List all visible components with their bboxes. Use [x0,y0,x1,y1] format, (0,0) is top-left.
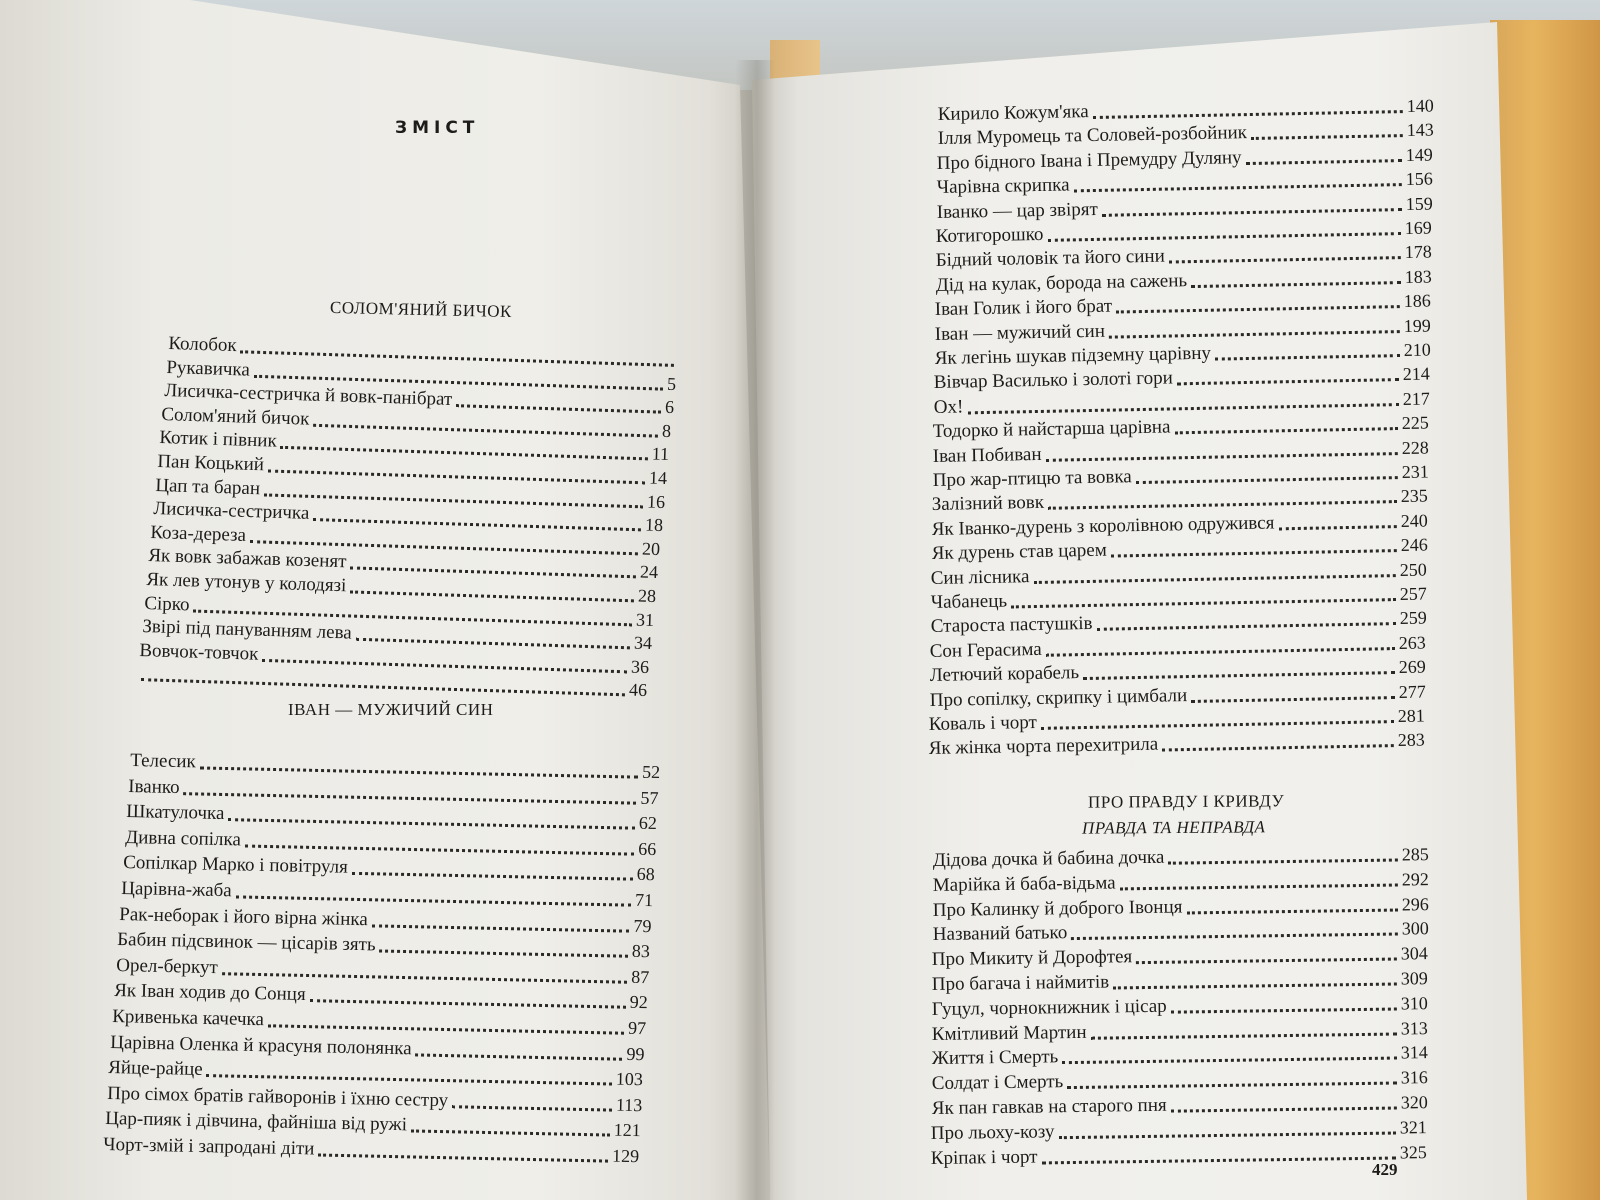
toc-entry-page: 5 [666,373,677,394]
toc-entry-page: 309 [1400,968,1429,989]
toc-entry-page: 250 [1399,559,1428,580]
dot-leader [352,871,633,881]
toc-entry-page: 314 [1400,1042,1428,1063]
toc-entry-title: Іванко — цар звірят [936,198,1098,223]
toc-entry-page: 14 [648,467,668,489]
toc-entry-page: 57 [640,787,659,808]
toc-entry-page: 210 [1403,339,1431,360]
toc-entry-title: Гуцул, чорнокнижник і цісар [931,995,1167,1020]
toc-entry-page: 99 [626,1043,645,1064]
toc-entry-page: 11 [651,443,670,465]
toc-entry-title: Коза-дереза [150,521,247,546]
dot-leader [1071,932,1398,941]
toc-entry-title: Про сімох братів гайворонів і їхню сестру [106,1082,448,1111]
toc-entry-title: Чарівна скрипка [936,174,1070,199]
dot-leader [1278,524,1396,530]
toc-entry-title: Залізний вовк [931,492,1045,516]
dot-leader [1136,475,1398,484]
dot-leader [1246,158,1402,165]
toc-entry-page: 68 [636,864,655,885]
toc-entry-title: Іван Побиван [932,443,1042,467]
toc-entry-page: 156 [1405,168,1433,190]
toc-entry-title: Бідний чоловік та його сини [935,245,1165,272]
dot-leader [1096,621,1395,631]
toc-entry-page: 92 [629,992,648,1013]
toc-entry-title: Названий батько [932,922,1067,946]
toc-entry-title: Солдат і Смерть [931,1071,1064,1095]
toc-entry-page: 186 [1403,290,1432,312]
dot-leader [1113,982,1397,990]
toc-entry-title: Рукавичка [165,356,250,381]
dot-leader [1162,743,1394,751]
toc-entry-title: Царівна-жаба [121,878,232,902]
dot-leader [1137,957,1398,965]
toc-entry-title: Як пан гавкав на старого пня [931,1094,1167,1120]
dot-leader [1191,695,1395,703]
dot-leader [1093,109,1403,119]
toc-entry-page: 199 [1403,315,1431,336]
toc-entry-page: 225 [1401,412,1430,434]
toc-entry-page: 20 [642,538,661,559]
toc-entry-title: Іван Голик і його брат [934,295,1113,321]
toc-entry-page: 24 [639,561,659,583]
dot-leader [1171,1006,1397,1013]
toc-entry-page: 316 [1400,1067,1428,1088]
toc-entry-title: Як Іванко-дурень з королівною одружився [931,512,1275,540]
toc-entry-title: Рак-неборак і його вірна жінка [119,903,369,930]
toc-entry-page: 83 [632,940,651,962]
dot-leader [1177,377,1399,385]
toc-entry-title: Як вовк забажав козенят [148,545,347,573]
toc-entry-page: 320 [1400,1092,1428,1113]
toc-entry-page: 310 [1400,992,1429,1014]
toc-entry-title: Солом'яний бичок [161,403,311,430]
contents-title: ЗМІСТ [395,118,480,138]
dot-leader [1074,182,1402,192]
toc-entry-page: 87 [630,966,650,987]
dot-leader [1116,304,1400,313]
dot-leader [1034,573,1396,584]
dot-leader [1042,1155,1396,1164]
toc-entry-title: Колобок [168,333,238,357]
dot-leader [1214,353,1399,361]
dot-leader [1067,1081,1397,1090]
toc-entry-page: 121 [613,1120,641,1141]
toc-entry-page: 281 [1397,705,1426,726]
toc-entry-page: 113 [615,1094,643,1116]
dot-leader [1046,646,1395,657]
dot-leader [1101,207,1401,217]
toc-entry-page: 257 [1399,583,1427,604]
toc-entry-page: 283 [1397,729,1425,751]
dot-leader [452,1104,612,1111]
toc-entry-title: Як дурень став царем [931,539,1107,565]
toc-entry-page: 269 [1398,656,1426,678]
toc-entry-title: Дивна сопілка [124,826,241,851]
toc-entry-page: 149 [1405,144,1434,165]
toc-entry-title: Життя і Смерть [931,1046,1059,1070]
dot-leader [1251,133,1403,140]
toc-entry-page: 16 [646,491,666,512]
toc-entry-page: 6 [664,396,675,418]
toc-entry-page: 52 [641,761,661,783]
toc-entry-page: 259 [1399,607,1427,629]
dot-leader [1109,329,1400,339]
toc-entry-title: Царівна Оленка й красуня полонянка [110,1031,413,1059]
dot-leader [1111,548,1397,557]
dot-leader [1168,858,1398,865]
toc-entry-page: 28 [637,585,657,607]
toc-entry-title: Вовчок-товчок [139,639,260,665]
toc-entry-page: 183 [1404,266,1432,287]
toc-entry-title: Як лев утонув у колодязі [146,569,347,597]
toc-entry-title: Син лісника [930,565,1030,589]
toc-entry-title: Про Микиту й Дорофтея [932,946,1133,971]
toc-entry-title: Сон Герасима [929,638,1043,662]
dot-leader [1169,255,1401,263]
toc-entry-title: Пан Коцький [157,451,265,476]
toc-entry-page: 103 [616,1068,644,1090]
toc-entry-title: Про бідного Івана і Премудру Дуляну [936,146,1243,174]
toc-entry-page: 178 [1404,241,1432,263]
toc-entry-title: Тодорко й найстарша царівна [933,416,1172,443]
toc-entry-title: Цар-пияк і дівчина, файніша від ружі [104,1108,408,1136]
dot-leader [1091,1031,1397,1039]
toc-entry-title: Яйце-райце [108,1057,204,1081]
toc-entry-title: Кривенька качечка [112,1006,265,1031]
dot-leader [372,923,630,932]
page-number: 429 [1372,1160,1398,1179]
toc-entry-title: Кирило Кожум'яка [937,101,1089,126]
toc-entry-page: 18 [644,514,664,536]
toc-entry-title: Марійка й баба-відьма [932,872,1116,896]
toc-entry-title: Котигорошко [935,223,1044,248]
toc-entry-title: Сопілкар Марко і повітруля [122,852,348,879]
toc-entry-title: Орел-беркут [115,954,218,978]
toc-entry-page: 143 [1406,119,1434,141]
toc-entry-title: Про Калинку й доброго Івонця [932,896,1183,921]
dot-leader [411,1129,610,1137]
toc-entry-page: 277 [1398,681,1426,702]
toc-entry-page: 263 [1398,632,1427,653]
toc-entry-page: 231 [1401,461,1429,482]
section-heading-3: ПРО ПРАВДУ І КРИВДУ [1087,791,1285,812]
subsection-heading: ПРАВДА ТА НЕПРАВДА [1081,817,1266,838]
toc-entry-page: 285 [1401,844,1429,865]
toc-entry-title: Як Іван ходив до Сонця [113,980,306,1006]
toc-entry-title: Шкатулочка [126,801,226,825]
toc-entry-title: Ох! [933,396,964,418]
toc-entry-page: 304 [1401,943,1429,964]
toc-entry-page: 217 [1402,388,1430,409]
toc-entry-page: 246 [1400,534,1428,556]
toc-entry-page: 292 [1401,868,1429,890]
dot-leader [1083,670,1395,680]
toc-entry-title: Про багача і наймитів [931,971,1110,996]
toc-entry-title: Чабанець [930,590,1008,614]
dot-leader [318,1153,608,1163]
toc-entry-page: 228 [1401,437,1429,458]
toc-entry-title: Цап та баран [154,474,261,499]
toc-entry-title: Як легінь шукав підземну царівну [934,342,1211,370]
toc-entry-page: 31 [635,609,655,630]
dot-leader [380,949,628,958]
toc-entry-title: Дід на кулак, борода на сажень [935,269,1187,296]
dot-leader [1119,882,1397,890]
toc-entry-page: 240 [1400,510,1428,531]
toc-entry-title: Котик і півник [159,427,278,453]
toc-entry-title: Лисичка-сестричка [152,498,310,525]
toc-entry-title: Лисичка-сестричка й вовк-панібрат [163,380,453,411]
toc-entry-page: 62 [639,812,658,834]
toc-entry-page: 159 [1405,193,1433,214]
toc-entry-page: 71 [634,889,654,911]
toc-entry-title: Ілля Муромець та Соловей-розбойник [937,122,1247,150]
toc-entry-page: 325 [1399,1141,1428,1163]
toc-entry-page: 321 [1400,1116,1428,1138]
toc-entry-title: Про сопілку, скрипку і цимбали [929,684,1187,711]
toc-entry-title: Як жінка чорта перехитрила [928,733,1159,760]
toc-entry-page: 140 [1406,95,1434,116]
section-heading-1: СОЛОМ'ЯНИЙ БИЧОК [329,297,513,322]
toc-entry-title: Телесик [130,750,196,773]
toc-entry-page: 214 [1402,363,1431,385]
book-gutter [735,60,775,1200]
section-heading-2: ІВАН — МУЖИЧИЙ СИН [288,700,494,719]
dot-leader [1170,1106,1396,1113]
toc-entry-page: 66 [637,838,657,859]
toc-entry-page: 34 [633,632,653,654]
toc-entry-title: Дідова дочка й бабина дочка [932,846,1165,872]
toc-entry-title: Звірі під пануванням лева [141,616,352,644]
dot-leader [1186,907,1397,914]
toc-entry-title: Староста пастушків [930,613,1093,638]
toc-entry-title: Сірко [143,592,190,616]
toc-entry-page: 97 [627,1017,647,1039]
toc-entry-title: Кріпак і чорт [930,1146,1038,1169]
toc-entry-page: 313 [1400,1017,1428,1039]
dot-leader [1059,1130,1396,1139]
toc-entry-page: 296 [1401,893,1429,915]
toc-entry-page: 36 [631,656,650,677]
dot-leader [1046,451,1398,462]
toc-entry-page: 235 [1400,485,1429,507]
toc-entry-title: Про льоху-козу [931,1121,1055,1144]
dot-leader [1191,280,1401,288]
toc-entry-title: Іван — мужичий син [934,320,1105,345]
toc-entry-title: Іванко [128,775,181,798]
toc-entry-title: Вівчар Василько і золоті гори [933,367,1174,394]
toc-entry-title: Летючий корабель [929,662,1080,687]
toc-entry-title: Про жар-птицю та вовка [932,466,1132,492]
dot-leader [1062,1056,1397,1065]
toc-entry-title: Коваль і чорт [928,711,1038,736]
toc-entry-page: 129 [611,1145,640,1167]
toc-entry-page: 300 [1401,918,1429,939]
toc-entry-page: 46 [628,679,648,701]
dot-leader [1175,426,1398,434]
toc-entry-page: 169 [1404,217,1433,238]
dot-leader [416,1052,623,1060]
toc-entry-page: 8 [662,420,672,441]
toc-entry-title: Чорт-змій і запродані діти [103,1134,315,1160]
toc-entry-title: Кмітливий Мартин [931,1021,1087,1045]
toc-entry-title: Бабин підсвинок — цісарів зять [117,929,377,956]
toc-entry-page: 79 [633,915,652,936]
